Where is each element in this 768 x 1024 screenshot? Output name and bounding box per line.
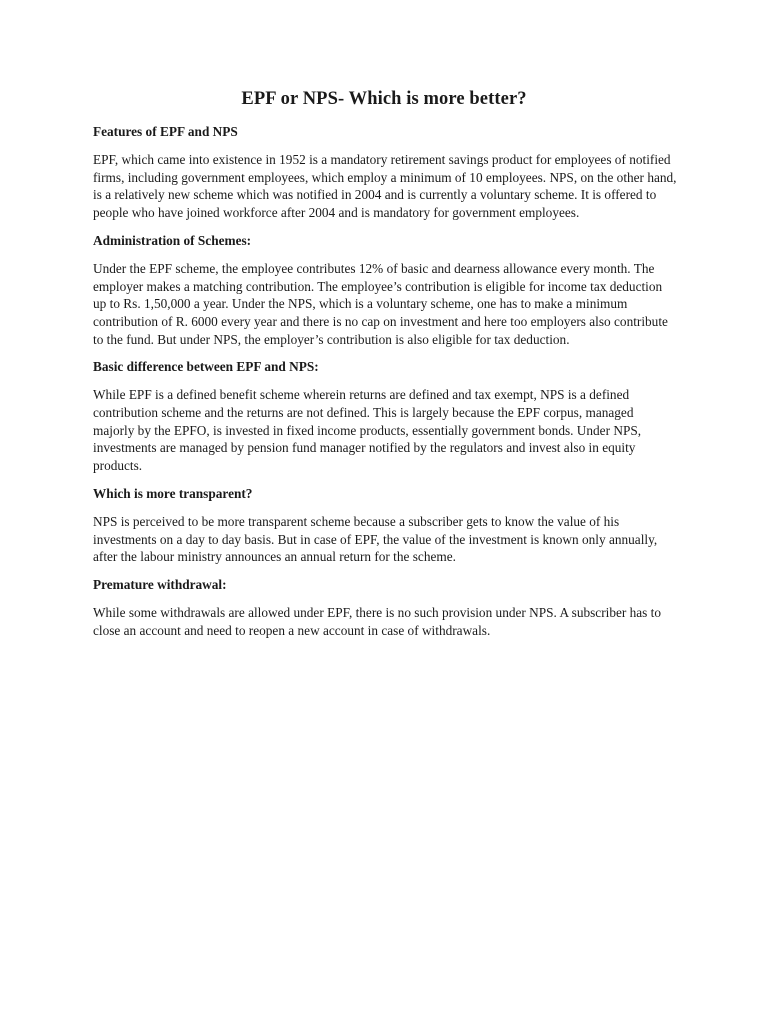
section-paragraph: EPF, which came into existence in 1952 is a mandatory retirement savings product for employees of notified firms, including government employees, which employ a minimum of 10 employees. NPS, on the other hand, is a relatively new scheme which was notified in 2004 and is currently a voluntary scheme. It is offered to people who have joined workforce after 2004 and is mandatory for government employees.	[93, 152, 677, 221]
document-content	[93, 123, 678, 649]
section-heading: Which is more transparent?	[93, 485, 253, 501]
section-administration	[93, 232, 678, 349]
section-paragraph: While some withdrawals are allowed under EPF, there is no such provision under NPS. A subscriber has to close an account and need to reopen a new account in case of withdrawals.	[93, 604, 662, 638]
section-paragraph: Under the EPF scheme, the employee contributes 12% of basic and dearness allowance every month. The employer makes a matching contribution. The employee’s contribution is eligible for income tax deduction up to Rs. 1,50,000 a year. Under the NPS, which is a voluntary scheme, one has to make a minimum contribution of R. 6000 every year and there is no cap on investment and here too employers also contribute to the fund. But under NPS, the employer’s contribution is also eligible for tax deduction.	[93, 260, 668, 347]
section-heading: Premature withdrawal:	[93, 576, 227, 592]
section-paragraph: While EPF is a defined benefit scheme wherein returns are defined and tax exempt, NPS is a defined contribution scheme and the returns are not defined. This is largely because the EPF corpus, managed majorly by the EPFO, is invested in fixed income products, essentially government bonds. Under NPS, investments are managed by pension fund manager notified by the regulators and invest also in equity products.	[93, 387, 642, 474]
section-heading: Basic difference between EPF and NPS:	[93, 359, 319, 375]
section-basic-difference	[93, 358, 678, 475]
document-title: EPF or NPS- Which is more better?	[241, 89, 527, 109]
section-heading: Features of EPF and NPS	[93, 124, 238, 139]
section-features	[93, 123, 678, 222]
section-transparency	[93, 485, 678, 566]
section-premature-withdrawal	[93, 576, 678, 639]
section-heading: Administration of Schemes:	[93, 232, 252, 248]
section-paragraph: NPS is perceived to be more transparent scheme because a subscriber gets to know the value of his investments on a day to day basis. But in case of EPF, the value of the investment is known only annually, after the labour ministry announces an annual return for the scheme.	[93, 513, 658, 565]
